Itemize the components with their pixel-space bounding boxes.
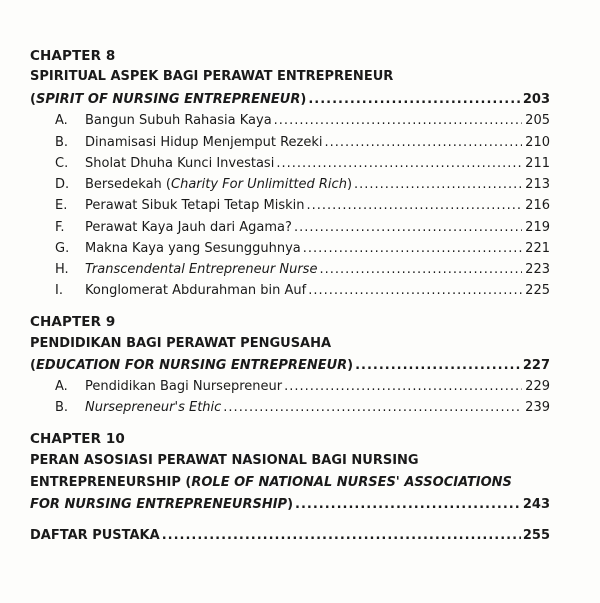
toc-entry: D. Bersedekah (Charity For Unlimitted Rich) ..... 213 xyxy=(55,175,550,195)
dot-leader xyxy=(223,398,522,418)
chapter-9-title: PENDIDIKAN BAGI PERAWAT PENGUSAHA xyxy=(30,336,332,351)
dot-leader xyxy=(319,260,522,280)
page-number: 239 xyxy=(525,400,550,415)
toc-entry: F. Perawat Kaya Jauh dari Agama? ..... 219 xyxy=(55,218,550,238)
chapter-8-subtitle-row: (SPIRIT OF NURSING ENTREPRENEUR) ..... 203 xyxy=(30,90,550,110)
dot-leader xyxy=(354,175,522,195)
dot-leader xyxy=(355,356,521,376)
chapter-9-label: CHAPTER 9 xyxy=(30,314,116,330)
toc-entry: G. Makna Kaya yang Sesungguhnya ..... 221 xyxy=(55,239,550,259)
chapter-8-label: CHAPTER 8 xyxy=(30,48,116,64)
chapter-8-title: SPIRITUAL ASPEK BAGI PERAWAT ENTREPRENEUR xyxy=(30,69,394,84)
toc-entry: I. Konglomerat Abdurahman bin Auf ..... 225 xyxy=(55,281,550,301)
page-number: 211 xyxy=(525,156,550,171)
toc-entry: A. Pendidikan Bagi Nursepreneur ..... 229 xyxy=(55,377,550,397)
page-number: 225 xyxy=(525,283,550,298)
page-number: 221 xyxy=(525,241,550,256)
toc-entry: E. Perawat Sibuk Tetapi Tetap Miskin ..... 216 xyxy=(55,196,550,216)
dot-leader xyxy=(308,281,522,301)
dot-leader xyxy=(295,495,521,515)
page-number: 205 xyxy=(525,113,550,128)
bibliography-row: DAFTAR PUSTAKA ..... 255 xyxy=(30,526,550,546)
page-number: 219 xyxy=(525,220,550,235)
dot-leader xyxy=(294,218,522,238)
page-number: 227 xyxy=(522,358,550,373)
chapter-10-subtitle-row: FOR NURSING ENTREPRENEURSHIP) ..... 243 xyxy=(30,495,550,515)
dot-leader xyxy=(303,239,522,259)
page-number: 216 xyxy=(525,198,550,213)
toc-entry: C. Sholat Dhuha Kunci Investasi ..... 211 xyxy=(55,154,550,174)
dot-leader xyxy=(308,90,521,110)
dot-leader xyxy=(284,377,522,397)
page-number: 229 xyxy=(525,379,550,394)
chapter-10-label: CHAPTER 10 xyxy=(30,431,125,447)
page-number: 210 xyxy=(525,135,550,150)
toc-entry: B. Nursepreneur's Ethic ..... 239 xyxy=(55,398,550,418)
dot-leader xyxy=(276,154,522,174)
page-number: 223 xyxy=(525,262,550,277)
dot-leader xyxy=(274,111,522,131)
chapter-9-subtitle-row: (EDUCATION FOR NURSING ENTREPRENEUR) ..... 227 xyxy=(30,356,550,376)
toc-entry: A. Bangun Subuh Rahasia Kaya ..... 205 xyxy=(55,111,550,131)
dot-leader xyxy=(324,133,522,153)
dot-leader xyxy=(162,526,521,546)
dot-leader xyxy=(306,196,522,216)
toc-entry: H. Transcendental Entrepreneur Nurse ..... 223 xyxy=(55,260,550,280)
page-number: 203 xyxy=(522,92,550,107)
toc-entry: B. Dinamisasi Hidup Menjemput Rezeki ..... 210 xyxy=(55,133,550,153)
chapter-10-title: PERAN ASOSIASI PERAWAT NASIONAL BAGI NURSING xyxy=(30,453,419,468)
page-number: 213 xyxy=(525,177,550,192)
chapter-10-title-line2: ENTREPRENEURSHIP ( ROLE OF NATIONAL NURSES' ASSOCIATIONS xyxy=(30,475,512,490)
page-number: 255 xyxy=(522,528,550,543)
page-number: 243 xyxy=(522,497,550,512)
